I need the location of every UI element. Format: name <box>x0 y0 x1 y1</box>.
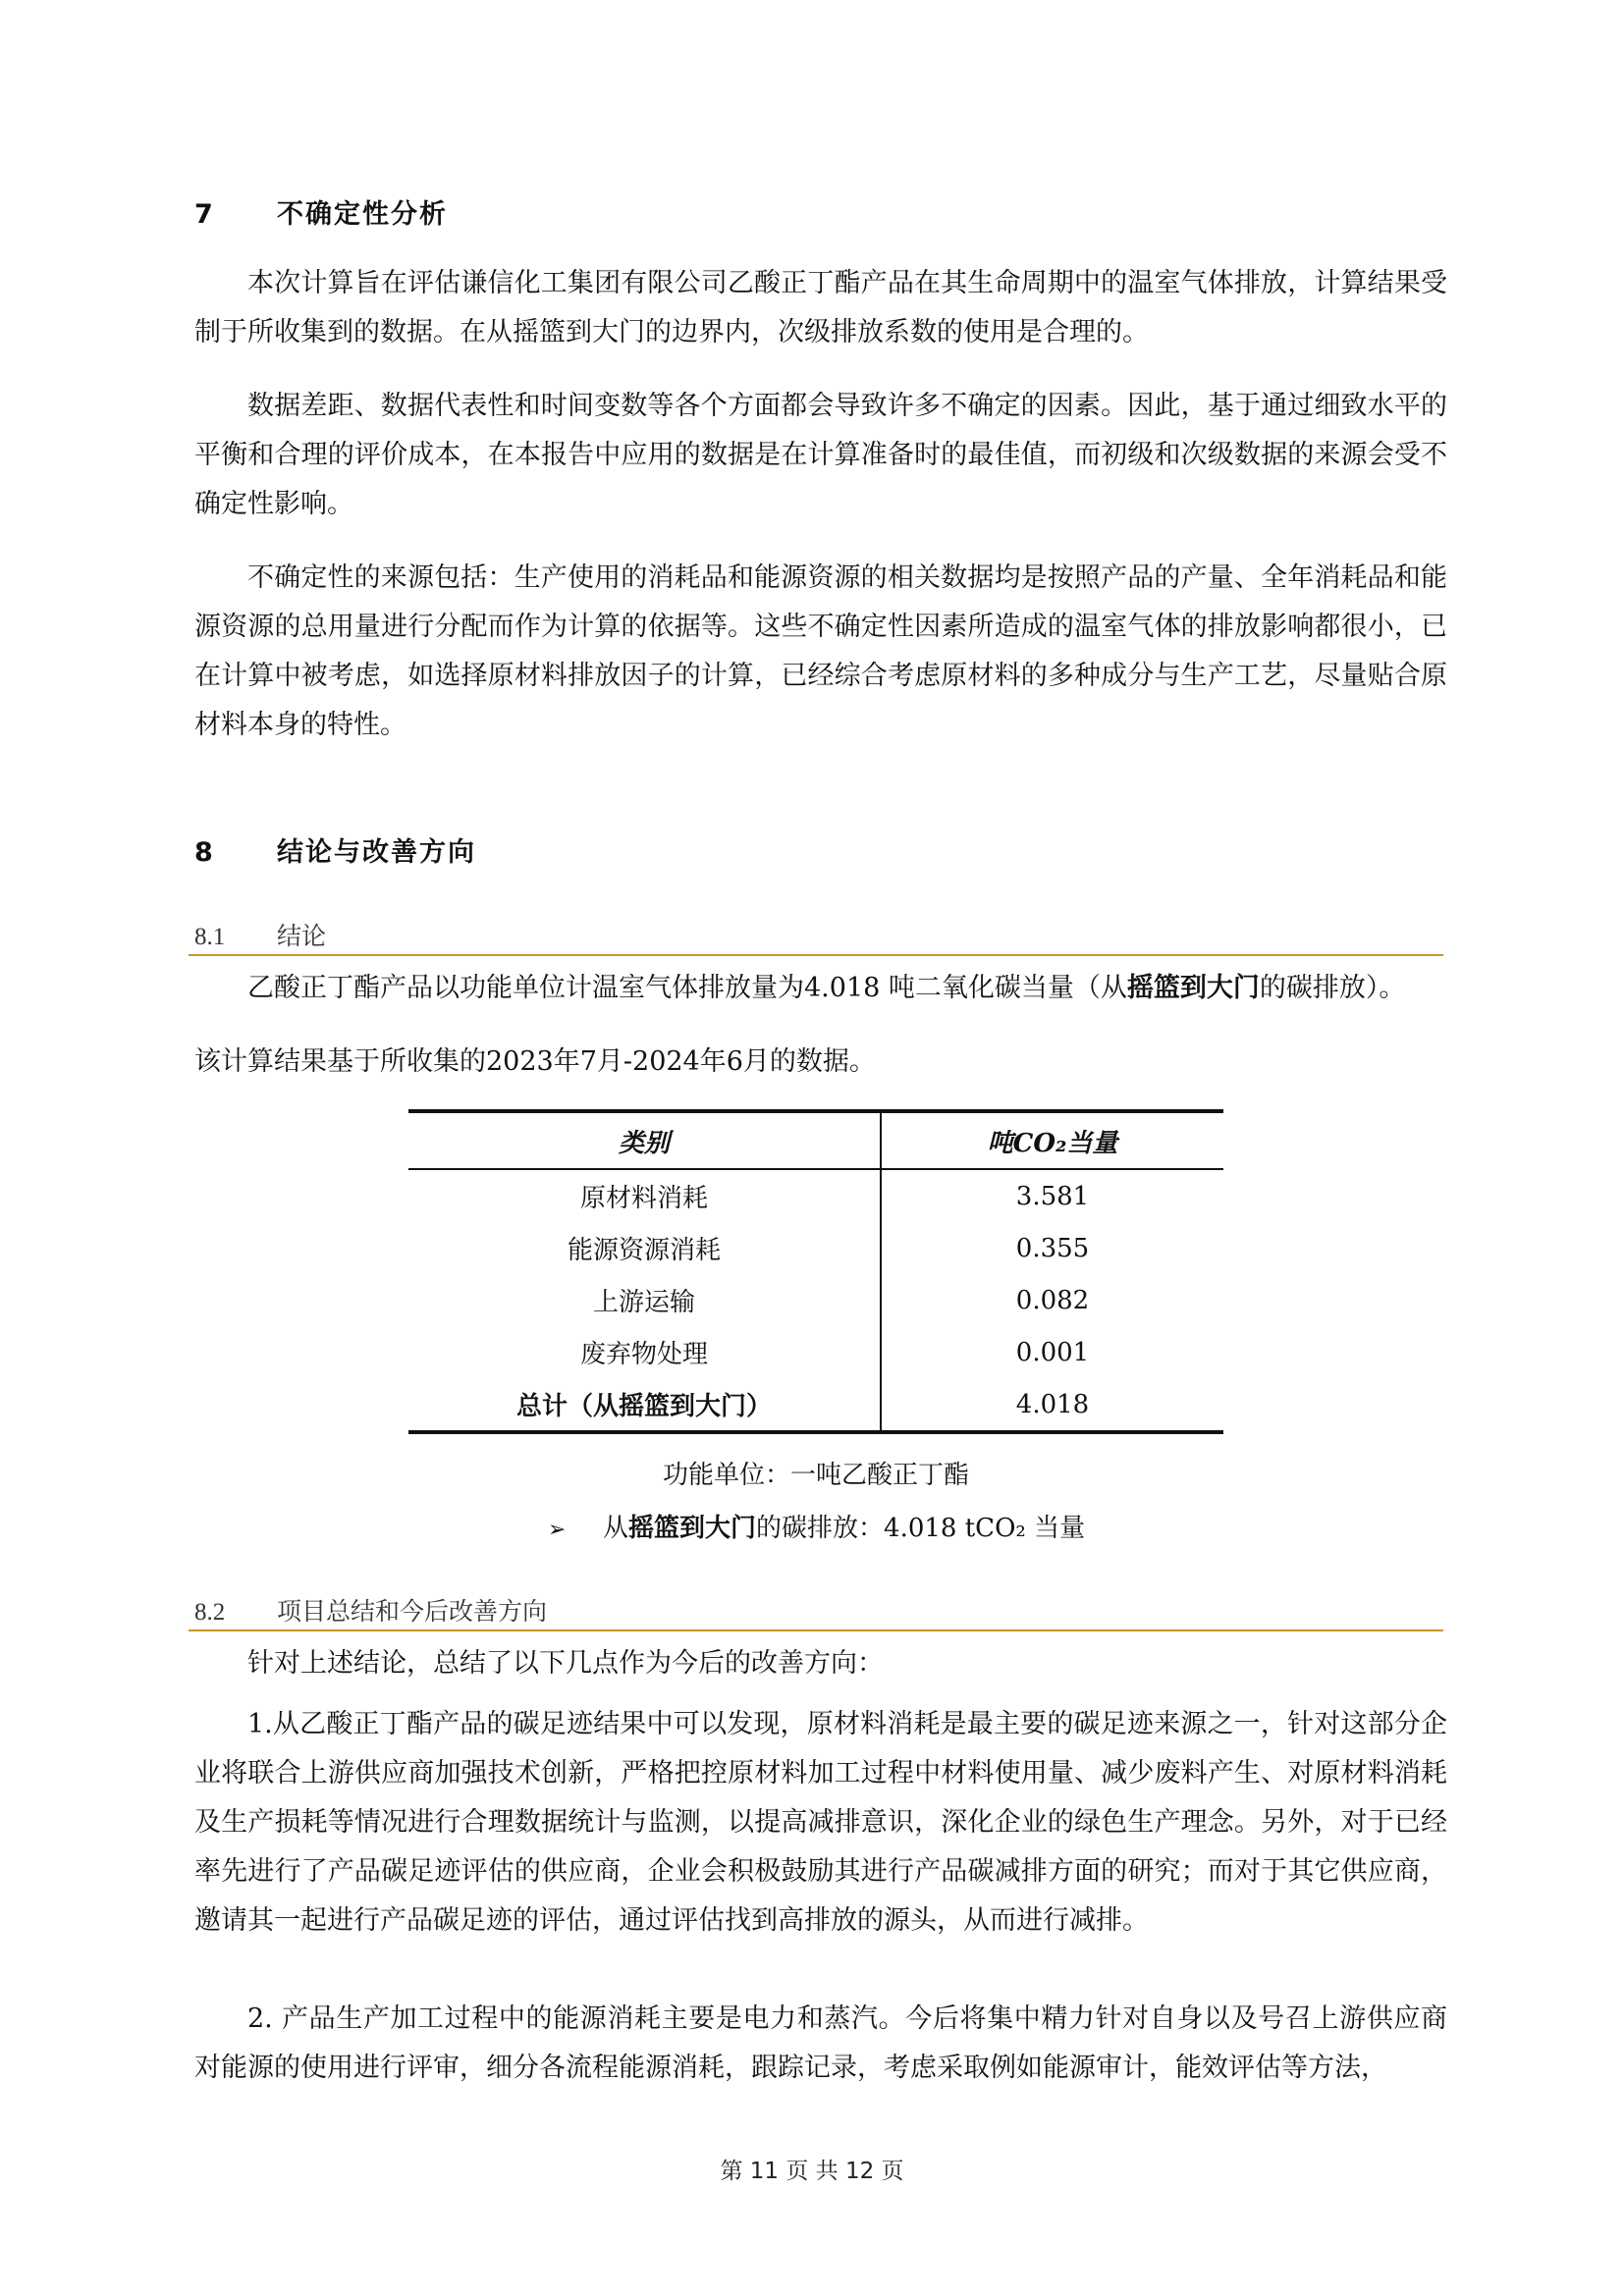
table-caption: 功能单位：一吨乙酸正丁酯 <box>662 1461 969 1490</box>
arrow-bullet-icon: ➢ <box>548 1518 567 1542</box>
bold-text: 摇篮到大门 <box>1126 973 1260 1003</box>
improvement-point-2: 2. 产品生产加工过程中的能源消耗主要是电力和蒸汽。今后将集中精力针对自身以及号召上游供应商对能源的使用进行评审，细分各流程能源消耗，跟踪记录，考虑采取例如能源审计，能效评估等方法， <box>194 2003 1447 2083</box>
improvement-point-1: 1.从乙酸正丁酯产品的碳足迹结果中可以发现，原材料消耗是最主要的碳足迹来源之一，针对这部分企业将联合上游供应商加强技术创新，严格把控原材料加工过程中材料使用量、减少废料产生、对原材料消耗及生产损耗等情况进行合理数据统计与监测，以提高减排意识，深化企业的绿色生产理念。另外，对于已经率先进行了产品碳足迹评估的供应商，企业会积极鼓励其进行产品碳减排方面的研究；而对于其它供应商，邀请其一起进行产品碳足迹的评估，通过评估找到高排放的源头，从而进行减排。 <box>194 1709 1447 1936</box>
category-cell: 废弃物处理 <box>408 1326 881 1378</box>
subsection-8-2-heading <box>194 1592 1447 1628</box>
table-header-row <box>408 1111 1223 1169</box>
section-number: 7 <box>194 199 215 230</box>
emission-table <box>408 1109 1223 1434</box>
table-total-row <box>408 1378 1223 1432</box>
text: 的碳排放）。 <box>1259 973 1406 1003</box>
table-header-value: 吨CO₂当量 <box>881 1111 1223 1169</box>
category-cell: 能源资源消耗 <box>408 1222 881 1274</box>
value-cell: 0.001 <box>1015 1337 1090 1367</box>
table-header-category: 类别 <box>408 1111 881 1169</box>
value-cell: 3.581 <box>1015 1181 1090 1211</box>
category-cell: 上游运输 <box>408 1274 881 1326</box>
page-footer: 第 11 页 共 12 页 <box>720 2159 904 2184</box>
value-cell: 0.082 <box>1015 1285 1090 1315</box>
text: 乙酸正丁酯产品以功能单位计温室气体排放量为4.018 吨二氧化碳当量（从 <box>247 973 1127 1003</box>
table-row <box>408 1274 1223 1326</box>
paragraph: 不确定性的来源包括：生产使用的消耗品和能源资源的相关数据均是按照产品的产量、全年消耗品和能源资源的总用量进行分配而作为计算的依据等。这些不确定性因素所造成的温室气体的排放影响都很小，已在计算中被考虑，如选择原材料排放因子的计算，已经综合考虑原材料的多种成分与生产工艺，尽量贴合原材料本身的特性。 <box>194 562 1447 740</box>
improvement-intro: 针对上述结论，总结了以下几点作为今后的改善方向： <box>247 1648 884 1679</box>
heading-rule <box>189 1629 1443 1631</box>
section-8-heading <box>194 830 476 869</box>
table-row <box>408 1326 1223 1378</box>
total-category-cell: 总计（从摇篮到大门） <box>408 1378 881 1432</box>
category-cell: 原材料消耗 <box>408 1169 881 1222</box>
paragraph: 本次计算旨在评估谦信化工集团有限公司乙酸正丁酯产品在其生命周期中的温室气体排放，计算结果受制于所收集到的数据。在从摇篮到大门的边界内，次级排放系数的使用是合理的。 <box>194 268 1447 347</box>
data-period-paragraph: 该计算结果基于所收集的2023年7月-2024年6月的数据。 <box>194 1046 876 1077</box>
section-title: 不确定性分析 <box>277 199 448 230</box>
text: 的碳排放：4.018 tCO₂ 当量 <box>756 1514 1086 1543</box>
heading-rule <box>189 954 1443 956</box>
subsection-number: 8.1 <box>194 924 226 950</box>
section-title: 结论与改善方向 <box>277 837 476 868</box>
section-number: 8 <box>194 837 215 868</box>
section-7-heading <box>194 192 448 231</box>
bold-text: 摇篮到大门 <box>628 1514 757 1543</box>
table-row <box>408 1222 1223 1274</box>
total-value-cell: 4.018 <box>1015 1389 1090 1419</box>
subsection-8-1-heading <box>194 917 1447 952</box>
bullet-item <box>548 1508 1085 1544</box>
value-cell: 0.355 <box>1015 1233 1090 1263</box>
table-row <box>408 1169 1223 1222</box>
text: 从 <box>603 1514 629 1543</box>
subsection-title: 项目总结和今后改善方向 <box>277 1597 548 1626</box>
paragraph: 数据差距、数据代表性和时间变数等各个方面都会导致许多不确定的因素。因此，基于通过细致水平的平衡和合理的评价成本，在本报告中应用的数据是在计算准备时的最佳值，而初级和次级数据的来源会受不确定性影响。 <box>194 391 1447 519</box>
subsection-title: 结论 <box>277 922 327 950</box>
conclusion-paragraph <box>194 964 1447 1013</box>
subsection-number: 8.2 <box>194 1599 226 1626</box>
